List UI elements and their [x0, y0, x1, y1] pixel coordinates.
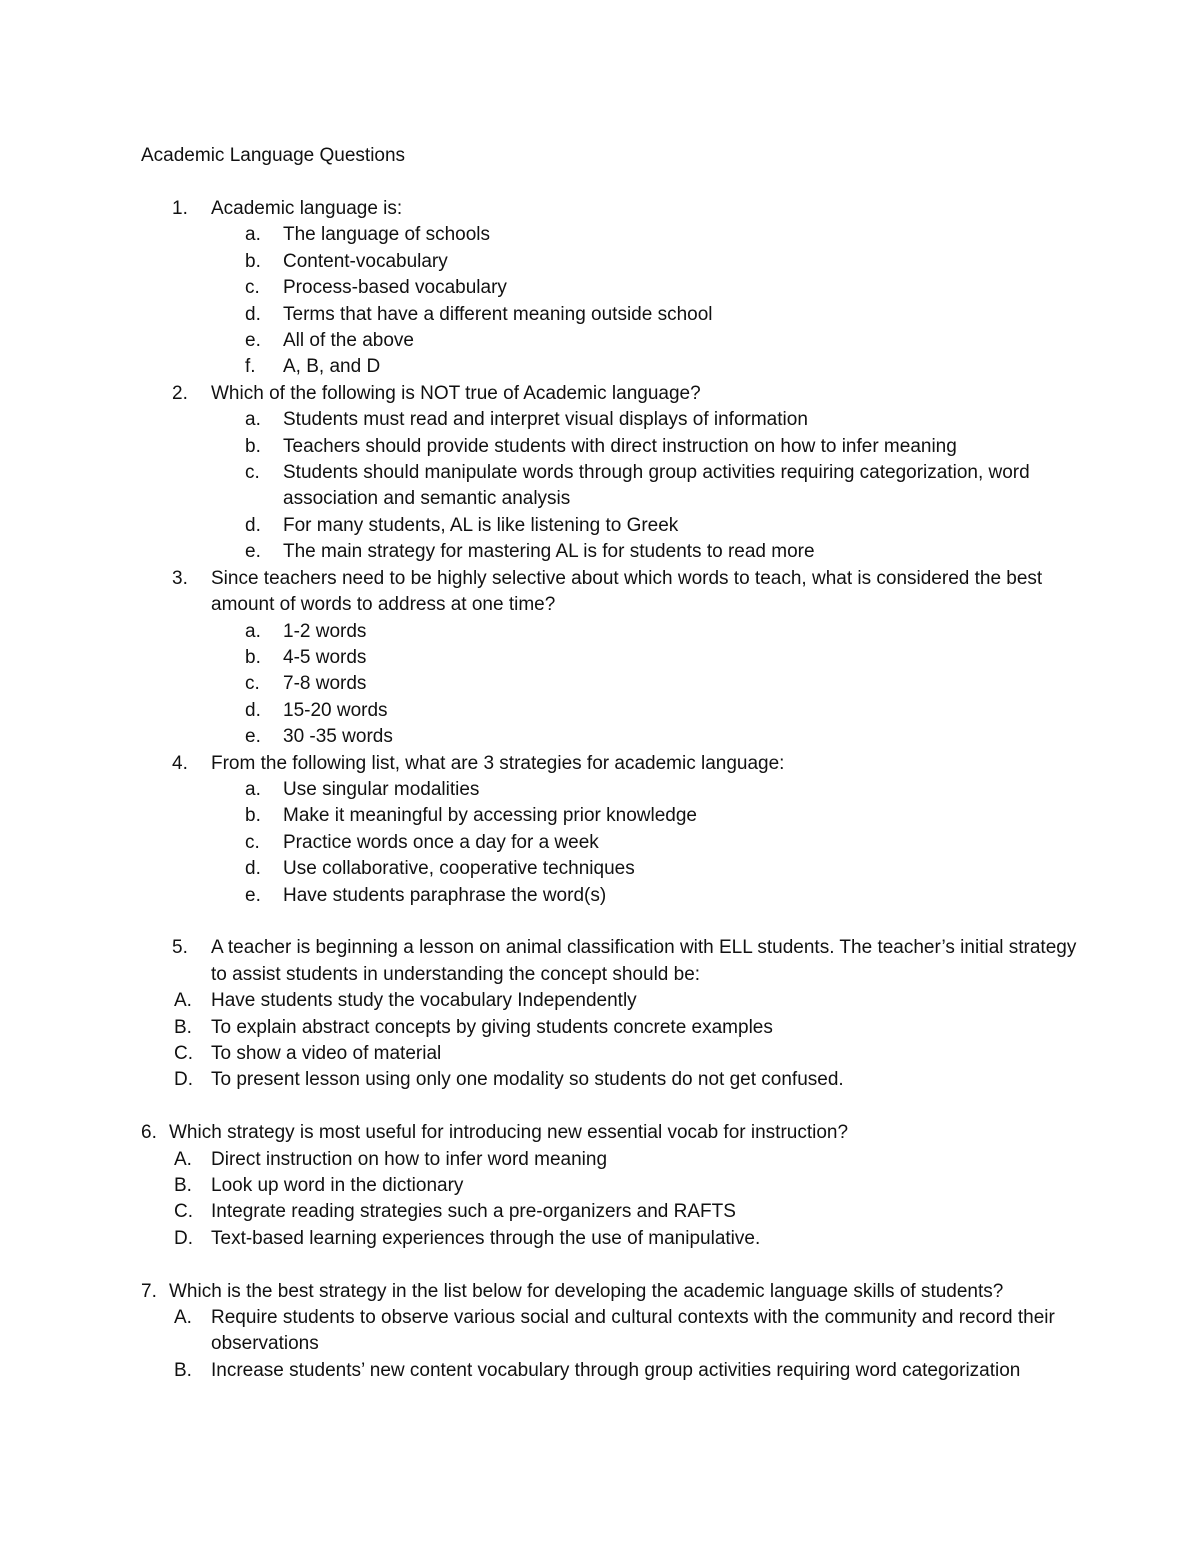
option-label: e. — [245, 884, 261, 906]
option-1f — [0, 354, 1200, 380]
option-text: Increase students’ new content vocabulary through group activities requiring word categorization — [211, 1359, 1021, 1381]
option-text: Content-vocabulary — [283, 250, 448, 272]
option-label: f. — [245, 356, 256, 378]
question-text: Which of the following is NOT true of Academic language? — [211, 382, 701, 404]
question-6 — [0, 1120, 1200, 1146]
option-text: Direct instruction on how to infer word meaning — [211, 1148, 608, 1170]
option-label: D. — [174, 1227, 193, 1249]
question-number: 4. — [172, 752, 188, 774]
option-1a — [0, 222, 1200, 248]
option-4e — [0, 883, 1200, 909]
option-label: A. — [174, 1148, 192, 1170]
question-text: Academic language is: — [211, 198, 403, 219]
option-6a — [0, 1147, 1200, 1173]
option-text: All of the above — [283, 330, 414, 352]
option-text: Have students paraphrase the word(s) — [283, 884, 607, 906]
option-label: b. — [245, 646, 261, 668]
question-text: Which strategy is most useful for introducing new essential vocab for instruction? — [169, 1122, 849, 1144]
option-label: c. — [245, 462, 260, 484]
option-text: The language of schools — [283, 224, 491, 246]
option-3c — [0, 671, 1200, 697]
option-text: To explain abstract concepts by giving students concrete examples — [211, 1016, 773, 1038]
option-2d — [0, 513, 1200, 539]
option-label: e. — [245, 541, 261, 563]
option-label: d. — [245, 699, 261, 721]
option-text: Look up word in the dictionary — [211, 1175, 464, 1196]
option-7a — [0, 1305, 1200, 1358]
question-number: 3. — [172, 567, 188, 589]
question-5 — [0, 935, 1200, 988]
option-label: A. — [174, 1307, 192, 1329]
question-1 — [0, 196, 1200, 222]
option-label: b. — [245, 805, 261, 827]
option-text: To show a video of material — [211, 1042, 442, 1064]
question-3 — [0, 566, 1200, 619]
option-5b — [0, 1015, 1200, 1041]
option-5d — [0, 1067, 1200, 1093]
option-label: e. — [245, 330, 261, 352]
option-1e — [0, 328, 1200, 354]
spacer — [0, 1094, 1200, 1120]
option-text: Students must read and interpret visual displays of information — [283, 409, 808, 431]
option-6c — [0, 1199, 1200, 1225]
question-text: Which is the best strategy in the list below for developing the academic language skills of students? — [169, 1280, 1004, 1302]
option-7b — [0, 1358, 1200, 1384]
option-label: b. — [245, 250, 261, 272]
option-text: Use collaborative, cooperative techniques — [283, 858, 635, 880]
option-4c — [0, 830, 1200, 856]
option-3a — [0, 619, 1200, 645]
option-3e — [0, 724, 1200, 750]
option-2a — [0, 407, 1200, 433]
option-label: D. — [174, 1069, 193, 1091]
spacer — [0, 909, 1200, 935]
option-text: Use singular modalities — [283, 778, 480, 800]
question-list — [0, 196, 1200, 1384]
option-text: 30 -35 words — [283, 726, 393, 748]
option-4d — [0, 856, 1200, 882]
option-text: Make it meaningful by accessing prior knowledge — [283, 805, 697, 827]
option-label: a. — [245, 224, 261, 246]
question-7 — [0, 1279, 1200, 1305]
option-label: c. — [245, 277, 260, 299]
question-number: 2. — [172, 382, 188, 404]
option-label: C. — [174, 1201, 193, 1223]
option-3b — [0, 645, 1200, 671]
option-label: c. — [245, 673, 260, 695]
option-label: a. — [245, 409, 261, 431]
option-text: Process-based vocabulary — [283, 277, 507, 299]
option-text: 4-5 words — [283, 646, 367, 668]
option-text: Have students study the vocabulary Independently — [211, 990, 637, 1012]
option-text: A, B, and D — [283, 356, 381, 378]
option-text: Text-based learning experiences through the use of manipulative. — [211, 1227, 761, 1249]
option-label: d. — [245, 858, 261, 880]
option-1b — [0, 249, 1200, 275]
option-text: Integrate reading strategies such a pre-organizers and RAFTS — [211, 1201, 736, 1223]
question-text: From the following list, what are 3 strategies for academic language: — [211, 752, 785, 774]
option-2c — [0, 460, 1200, 513]
option-5c — [0, 1041, 1200, 1067]
question-2 — [0, 381, 1200, 407]
option-6b — [0, 1173, 1200, 1199]
question-4 — [0, 751, 1200, 777]
option-text: 15-20 words — [283, 699, 388, 721]
option-3d — [0, 698, 1200, 724]
spacer — [0, 1252, 1200, 1278]
option-label: d. — [245, 514, 261, 536]
option-text: For many students, AL is like listening to Greek — [283, 514, 679, 536]
document-title: Academic Language Questions — [141, 145, 406, 166]
option-label: a. — [245, 620, 261, 642]
option-4a — [0, 777, 1200, 803]
option-text: Practice words once a day for a week — [283, 831, 599, 853]
option-label: d. — [245, 303, 261, 325]
option-5a — [0, 988, 1200, 1014]
option-text: Require students to observe various social and cultural contexts with the community and record their observations — [211, 1307, 1055, 1355]
option-label: B. — [174, 1359, 192, 1381]
option-text: The main strategy for mastering AL is for students to read more — [283, 541, 815, 563]
option-1c — [0, 275, 1200, 301]
question-text: Since teachers need to be highly selective about which words to teach, what is considered the best amount of words to address at one time? — [211, 567, 1043, 616]
option-text: Terms that have a different meaning outside school — [283, 303, 713, 325]
question-number: 1. — [172, 198, 188, 219]
option-text: 1-2 words — [283, 620, 367, 642]
option-2b — [0, 434, 1200, 460]
option-label: a. — [245, 778, 261, 800]
question-number: 6. — [141, 1122, 157, 1144]
option-label: e. — [245, 726, 261, 748]
question-number: 5. — [172, 937, 188, 959]
option-label: b. — [245, 435, 261, 457]
option-6d — [0, 1226, 1200, 1252]
option-1d — [0, 302, 1200, 328]
option-label: B. — [174, 1016, 192, 1038]
option-label: B. — [174, 1175, 192, 1196]
option-text: To present lesson using only one modality so students do not get confused. — [211, 1069, 844, 1091]
option-label: A. — [174, 990, 192, 1012]
option-label: C. — [174, 1042, 193, 1064]
question-number: 7. — [141, 1280, 157, 1302]
option-text: Teachers should provide students with direct instruction on how to infer meaning — [283, 435, 957, 457]
question-text: A teacher is beginning a lesson on animal classification with ELL students. The teacher’s initial strategy to assist students in understanding the concept should be: — [211, 937, 1077, 985]
option-2e — [0, 539, 1200, 565]
option-label: c. — [245, 831, 260, 853]
option-text: 7-8 words — [283, 673, 367, 695]
option-text: Students should manipulate words through group activities requiring categorization, word association and semantic analysis — [283, 462, 1030, 510]
option-4b — [0, 803, 1200, 829]
